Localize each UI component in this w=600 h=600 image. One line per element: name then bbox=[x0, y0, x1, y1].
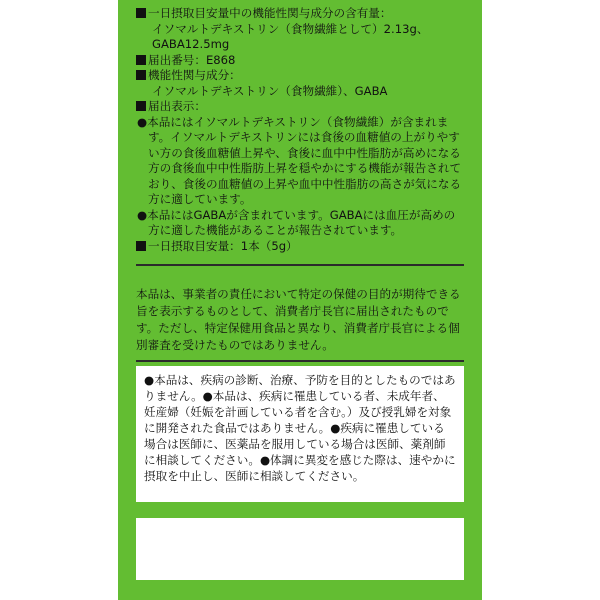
claim-heading: 届出表示： bbox=[136, 99, 464, 115]
caution-text: ●本品は、疾病の診断、治療、予防を目的としたものではありません。●本品は、疾病に罹患している者、未成年者、妊産婦（妊娠を計画している者を含む。）及び授乳婦を対象に開発された食品ではありません。●疾病に罹患している場合は医師に、医薬品を服用している場合は医師、薬剤師に相談してください。●体調に異変を感じた際は、速やかに摂取を中止し、医師に相談してください。 bbox=[144, 373, 456, 483]
square-bullet-icon bbox=[136, 241, 146, 251]
component-value: イソマルトデキストリン（食物繊維）、GABA bbox=[152, 83, 388, 98]
claim-text: ●本品にはイソマルトデキストリン（食物繊維）が含まれます。イソマルトデキストリンには食後の血糖値の上がりやすい方の食後血糖値上昇や、食後に血中中性脂肪が高めになる方の食後血中中性脂肪上昇を穏やかにする機能が報告されており、食後の血糖値の上昇や血中中性脂肪の高さが気になる方に適しています。 bbox=[137, 114, 462, 206]
content-heading: 一日摂取目安量中の機能性関与成分の含有量： bbox=[136, 6, 464, 22]
section-divider bbox=[136, 360, 464, 362]
content-line: GABA12.5mg bbox=[152, 37, 230, 51]
section-divider bbox=[136, 264, 464, 266]
square-bullet-icon bbox=[136, 101, 146, 111]
component-heading: 機能性関与成分： bbox=[136, 68, 464, 84]
caution-panel bbox=[136, 366, 464, 502]
blank-label-area bbox=[136, 518, 464, 580]
notification-number: 届出番号：E868 bbox=[136, 53, 464, 69]
functional-info-section bbox=[136, 6, 464, 254]
claim-text: ●本品にはGABAが含まれています。GABAには血圧が高めの方に適した機能があることが報告されています。 bbox=[137, 207, 456, 237]
content-line: イソマルトデキストリン（食物繊維として）2.13g、 bbox=[152, 21, 429, 36]
daily-intake: 一日摂取目安量：1本（5g） bbox=[136, 239, 464, 255]
square-bullet-icon bbox=[136, 55, 146, 65]
notice-text: 本品は、事業者の責任において特定の保健の目的が期待できる旨を表示するものとして、消費者庁長官に届出されたものです。ただし、特定保健用食品と異なり、消費者庁長官による個別審査を受けたものではありません。 bbox=[136, 287, 461, 352]
square-bullet-icon bbox=[136, 8, 146, 18]
square-bullet-icon bbox=[136, 70, 146, 80]
